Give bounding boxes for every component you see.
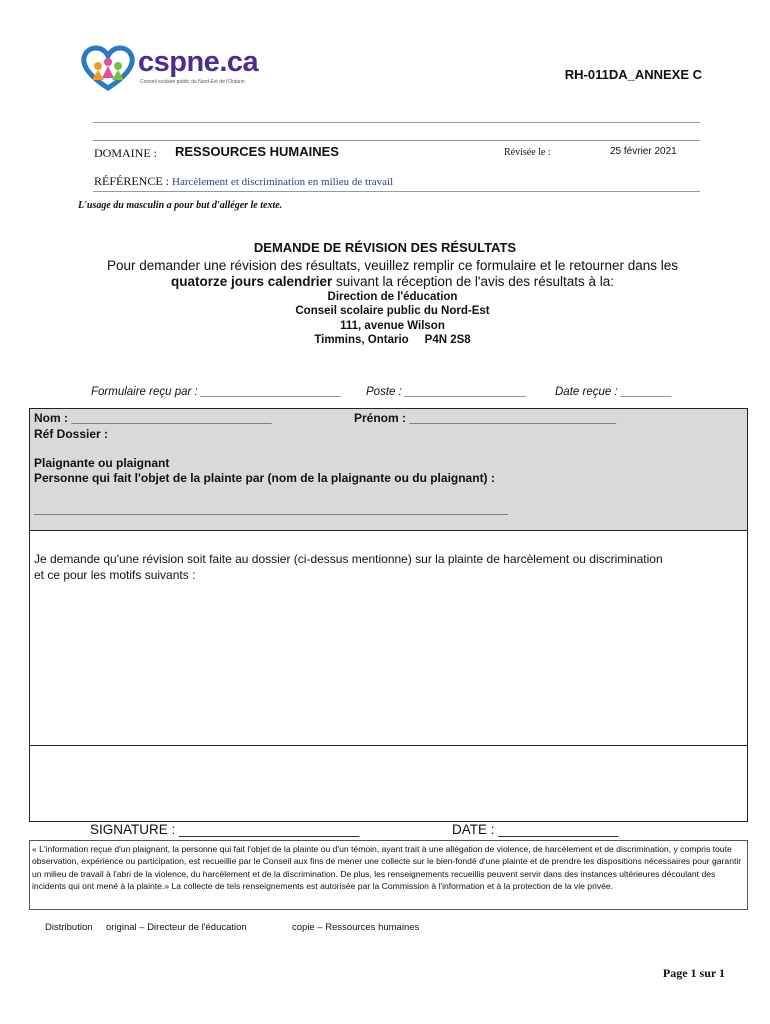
masculine-note: L'usage du masculin a pour but d'alléger le texte. <box>78 200 283 211</box>
received-by-field[interactable]: Formulaire reçu par : ______________________ <box>91 386 342 398</box>
post-field[interactable]: Poste : ___________________ <box>366 386 527 398</box>
intro-line-1: Pour demander une révision des résultats, veuillez remplir ce formulaire et le retourner dans les <box>106 258 679 273</box>
logo-text: cspne.ca <box>138 46 259 78</box>
address-line-2: Conseil scolaire public du Nord-Est <box>295 305 490 317</box>
domain-label: DOMAINE : <box>94 146 157 160</box>
reference-label: RÉFÉRENCE : <box>94 174 170 188</box>
file-reference-field[interactable]: Réf Dossier : <box>34 427 109 441</box>
page-number: Page 1 sur 1 <box>662 966 725 980</box>
distribution-copy: copie – Ressources humaines <box>292 922 420 933</box>
revised-label: Révisée le : <box>504 147 551 158</box>
divider <box>93 191 700 192</box>
revised-date: 25 février 2021 <box>610 146 677 157</box>
distribution-original: original – Directeur de l'éducation <box>106 922 247 933</box>
address-line-4: Timmins, Ontario P4N 2S8 <box>314 334 471 346</box>
request-text: Je demande qu'une révision soit faite au dossier (ci-dessus mentionne) sur la plainte de harcèlement ou discrimination et ce pour les motifs suivants : <box>34 552 663 582</box>
prenom-field[interactable]: Prénom : _______________________________ <box>354 411 617 425</box>
privacy-notice: « L'information reçue d'un plaignant, la personne qui fait l'objet de la plainte ou d'un témoin, ayant trait à une allégation de violence, de harcèlement et de discrimination, y compris toute observation, expérience ou participation, est recueillie par le Conseil aux fins de mener une collecte sur le bien-fondé d'une plainte et de prendre les dispositions nécessaires pour garantir un milieu de travail à l'abri de la violence, du harcèlement et de la discrimination. De plus, les renseignements recueillis peuvent servir dans des instances ultérieures découlant des incidents qui ont mené à la plainte.» La collecte de tels renseignements est autorisée par la Commission à l'information et à la protection de la vie privée. <box>32 844 742 892</box>
complainant-label: Plaignante ou plaignant <box>34 456 170 470</box>
respondent-name-line[interactable]: _______________________________________________________________________ <box>34 502 508 516</box>
heart-logo-icon <box>78 42 138 92</box>
address-line-1: Direction de l'éducation <box>327 291 458 303</box>
form-title: DEMANDE DE RÉVISION DES RÉSULTATS <box>253 240 517 255</box>
logo-subtitle: Conseil scolaire public du Nord-Est de l'Ontario <box>140 79 245 85</box>
distribution-label: Distribution <box>45 922 93 933</box>
date-received-field[interactable]: Date reçue : ________ <box>555 386 673 398</box>
divider <box>93 122 700 123</box>
intro-line-2 <box>0 274 770 289</box>
signature-field[interactable]: SIGNATURE : ________________________ <box>90 822 360 837</box>
reference-value: Harcèlement et discrimination en milieu de travail <box>172 176 394 188</box>
domain-value: RESSOURCES HUMAINES <box>175 144 339 159</box>
logo <box>78 42 268 92</box>
divider <box>93 140 700 141</box>
respondent-label: Personne qui fait l'objet de la plainte par (nom de la plaignante ou du plaignant) : <box>34 471 495 485</box>
nom-field[interactable]: Nom : ______________________________ <box>34 411 272 425</box>
intro-deadline: quatorze jours calendrier <box>170 274 333 289</box>
signature-section <box>29 745 748 822</box>
address-line-3: 111, avenue Wilson <box>340 320 445 332</box>
document-code: RH-011DA_ANNEXE C <box>564 67 702 82</box>
date-field[interactable]: DATE : ________________ <box>452 822 619 837</box>
intro-line-2-rest: suivant la réception de l'avis des résultats à la: <box>332 274 615 289</box>
